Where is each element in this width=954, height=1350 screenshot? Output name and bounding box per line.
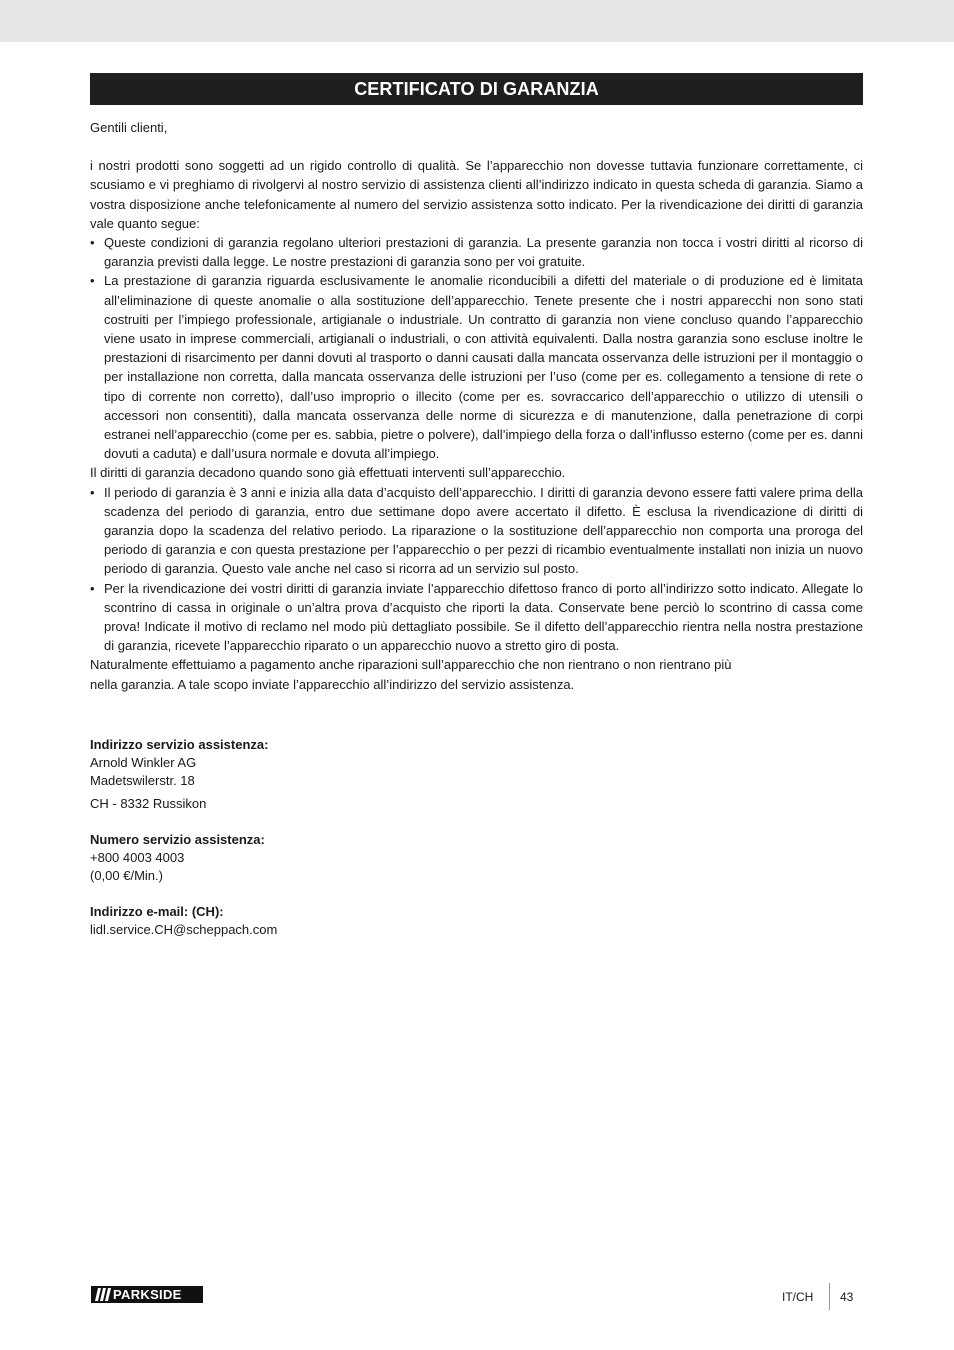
- greeting: Gentili clienti,: [90, 120, 168, 135]
- main-content: [90, 118, 863, 939]
- service-phone-cost: (0,00 €/Min.): [90, 867, 163, 883]
- closing-line-2: nella garanzia. A tale scopo inviate l’apparecchio all’indirizzo del servizio assistenza.: [90, 676, 575, 692]
- list-item: • La prestazione di garanzia riguarda esclusivamente le anomalie riconducibili a difetti del materiale o di produzione ed è limitata all’eliminazione di queste anomalie o alla sostituzione dell’apparecchio. Tenete presente che i nostri apparecchi non sono stati costruiti per l’impiego professionale, artigianale o industriale. Un contratto di garanzia non viene concluso quando l’apparecchio viene usato in imprese commerciali, artigianali o industriali, o con attività equivalenti. Dalla nostra garanzia sono escluse inoltre le prestazioni di risarcimento per danni dovuti al trasporto o danni causati dalla mancata osservanza delle istruzioni per il montaggio o per installazione non corretta, dalla mancata osservanza delle istruzioni per l’uso (come per es. collegamento a tensione di rete o tipo di corrente non corretto), dall’uso improprio o illecito (come per es. sovraccarico dell’apparecchio o utilizzo di utensili o accessori non consentiti), dalla mancata osservanza delle norme di sicurezza e di manutenzione, dalla penetrazione di corpi estranei nell’apparecchio (come per es. sabbia, pietre o polvere), dall’impiego della forza o dall’influsso esterno (come per es. danni dovuti a caduta) e dall’usura normale e dovuta all’impiego.: [90, 271, 863, 463]
- page-title: CERTIFICATO DI GARANZIA: [90, 73, 863, 105]
- spacer: [90, 813, 863, 831]
- list-item: • Queste condizioni di garanzia regolano ulteriori prestazioni di garanzia. La presente garanzia non tocca i vostri diritti al ricorso di garanzia previsti dalla legge. Le nostre prestazioni di garanzia sono per voi gratuite.: [90, 233, 863, 271]
- page-top-band: [0, 0, 954, 42]
- service-phone-label: Numero servizio assistenza:: [90, 831, 265, 847]
- warranty-conditions-list-b: [90, 483, 863, 656]
- service-email-label: Indirizzo e-mail: (CH):: [90, 903, 224, 919]
- service-info: [90, 736, 863, 939]
- service-phone: +800 4003 4003: [90, 849, 185, 865]
- service-street: Madetswilerstr. 18: [90, 772, 195, 788]
- list-item: • Per la rivendicazione dei vostri diritti di garanzia inviate l’apparecchio difettoso franco di porto all’indirizzo sotto indicato. Allegate lo scontrino di cassa in originale o un’altra prova d’acquisto che riporti la data. Conservate bene perciò lo scontrino di cassa come prova! Indicate il motivo di reclamo nel modo più dettagliato possibile. Se il difetto dell’apparecchio rientra nella nostra prestazione di garanzia, ricevete l’apparecchio riparato o un apparecchio nuovo a stretto giro di posta.: [90, 579, 863, 656]
- footer-divider: [829, 1283, 830, 1310]
- warranty-conditions-list-a: [90, 233, 863, 463]
- closing-line-1: Naturalmente effettuiamo a pagamento anche riparazioni sull’apparecchio che non rientrano o non rientrano più: [90, 657, 732, 673]
- slash-stripes-icon: [91, 1286, 113, 1303]
- intro-paragraph: i nostri prodotti sono soggetti ad un rigido controllo di qualità. Se l’apparecchio non dovesse tuttavia funzionare correttamente, ci scusiamo e vi preghiamo di rivolgervi al nostro servizio di assistenza clienti all’indirizzo indicato in questa scheda di garanzia. Siamo a vostra disposizione anche telefonicamente al numero del servizio assistenza sotto indicato. Per la rivendicazione dei diritti di garanzia vale quanto segue:: [90, 158, 863, 231]
- language-code: IT/CH: [782, 1290, 814, 1304]
- list-item: • Il periodo di garanzia è 3 anni e inizia alla data d’acquisto dell’apparecchio. I diritti di garanzia devono essere fatti valere prima della scadenza del periodo di garanzia, entro due settimane dopo avere accertato il difetto. È esclusa la rivendicazione di diritti di garanzia dopo la scadenza del relativo periodo. La riparazione o la sostituzione dell’apparecchio non comporta una proroga del periodo di garanzia e con questa prestazione per l’apparecchio o per pezzi di ricambio eventualmente installati non inizia un nuovo periodo di garanzia. Questo vale anche nel caso si ricorra ad un servizio sul posto.: [90, 483, 863, 579]
- brand-name: PARKSIDE: [113, 1287, 182, 1302]
- void-note: Il diritti di garanzia decadono quando sono già effettuati interventi sull’apparecchio.: [90, 465, 566, 481]
- service-address-label: Indirizzo servizio assistenza:: [90, 736, 269, 752]
- service-company: Arnold Winkler AG: [90, 754, 197, 770]
- service-email: lidl.service.CH@scheppach.com: [90, 921, 278, 937]
- parkside-logo: [91, 1286, 203, 1303]
- spacer: [90, 885, 863, 903]
- service-city: CH - 8332 Russikon: [90, 795, 207, 811]
- page-number: 43: [840, 1290, 854, 1304]
